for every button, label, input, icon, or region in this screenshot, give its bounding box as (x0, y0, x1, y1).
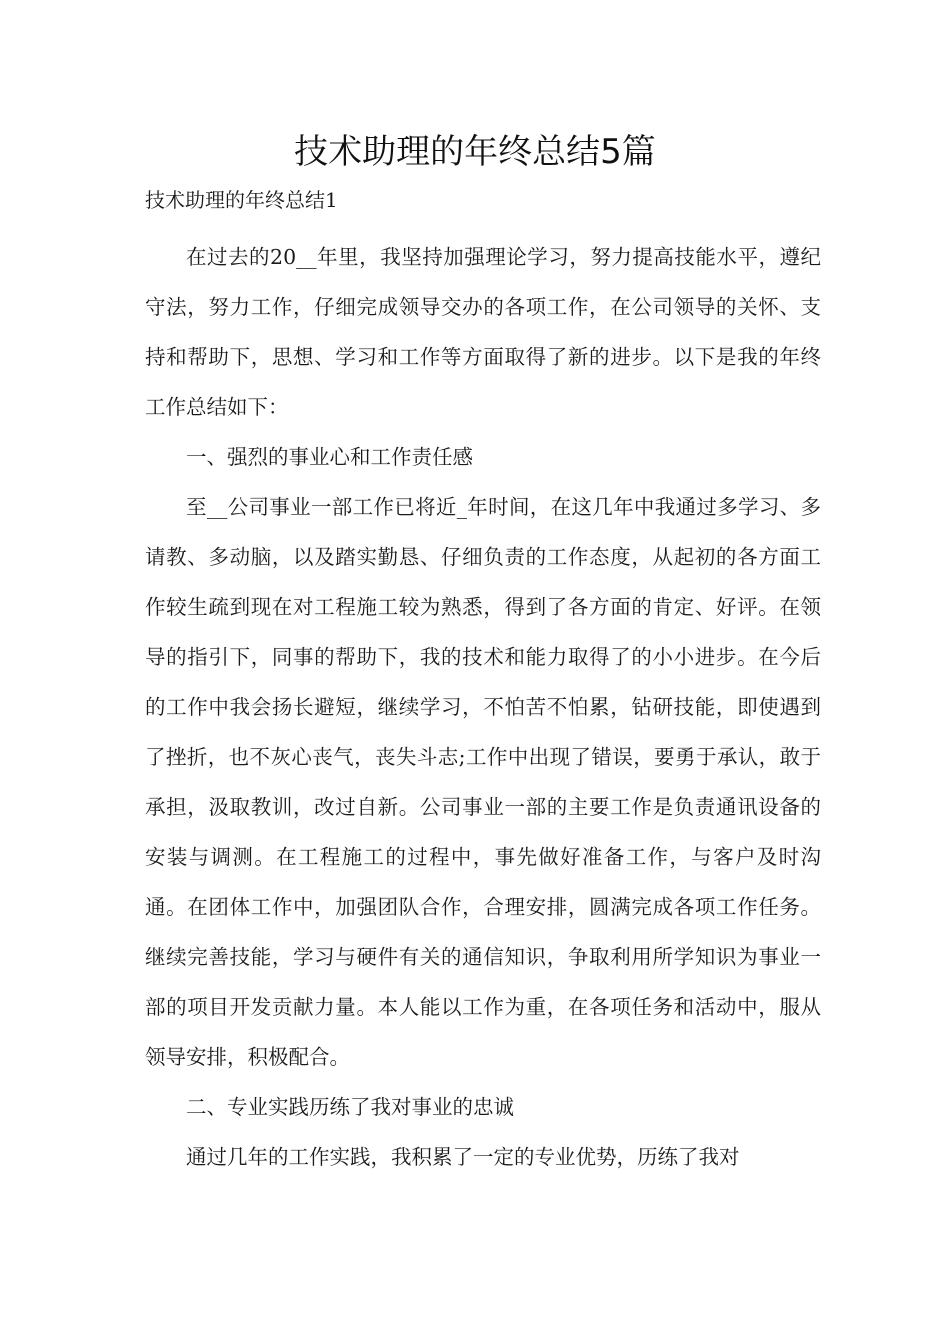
section-subtitle: 技术助理的年终总结1 (145, 188, 338, 212)
document-body (145, 232, 821, 1182)
paragraph-section-1: 至__公司事业一部工作已将近_年时间，在这几年中我通过多学习、多请教、多动脑，以及踏实勤恳、仔细负责的工作态度，从起初的各方面工作较生疏到现在对工程施工较为熟悉，得到了各方面的肯定、好评。在领导的指引下，同事的帮助下，我的技术和能力取得了的小小进步。在今后的工作中我会扬长避短，继续学习，不怕苦不怕累，钻研技能，即使遇到了挫折，也不灰心丧气，丧失斗志;工作中出现了错误，要勇于承认，敢于承担，汲取教训，改过自新。公司事业一部的主要工作是负责通讯设备的安装与调测。在工程施工的过程中，事先做好准备工作，与客户及时沟通。在团体工作中，加强团队合作，合理安排，圆满完成各项工作任务。继续完善技能，学习与硬件有关的通信知识，争取利用所学知识为事业一部的项目开发贡献力量。本人能以工作为重，在各项任务和活动中，服从领导安排，积极配合。 (145, 495, 821, 1069)
section-heading-2: 二、专业实践历练了我对事业的忠诚 (186, 1095, 514, 1119)
section-heading-1: 一、强烈的事业心和工作责任感 (186, 445, 473, 469)
paragraph-intro: 在过去的20__年里，我坚持加强理论学习，努力提高技能水平，遵纪守法，努力工作，仔细完成领导交办的各项工作，在公司领导的关怀、支持和帮助下，思想、学习和工作等方面取得了新的进步。以下是我的年终工作总结如下： (145, 245, 821, 419)
document-title: 技术助理的年终总结5篇 (294, 132, 656, 172)
paragraph-section-2: 通过几年的工作实践，我积累了一定的专业优势，历练了我对 (186, 1145, 740, 1169)
